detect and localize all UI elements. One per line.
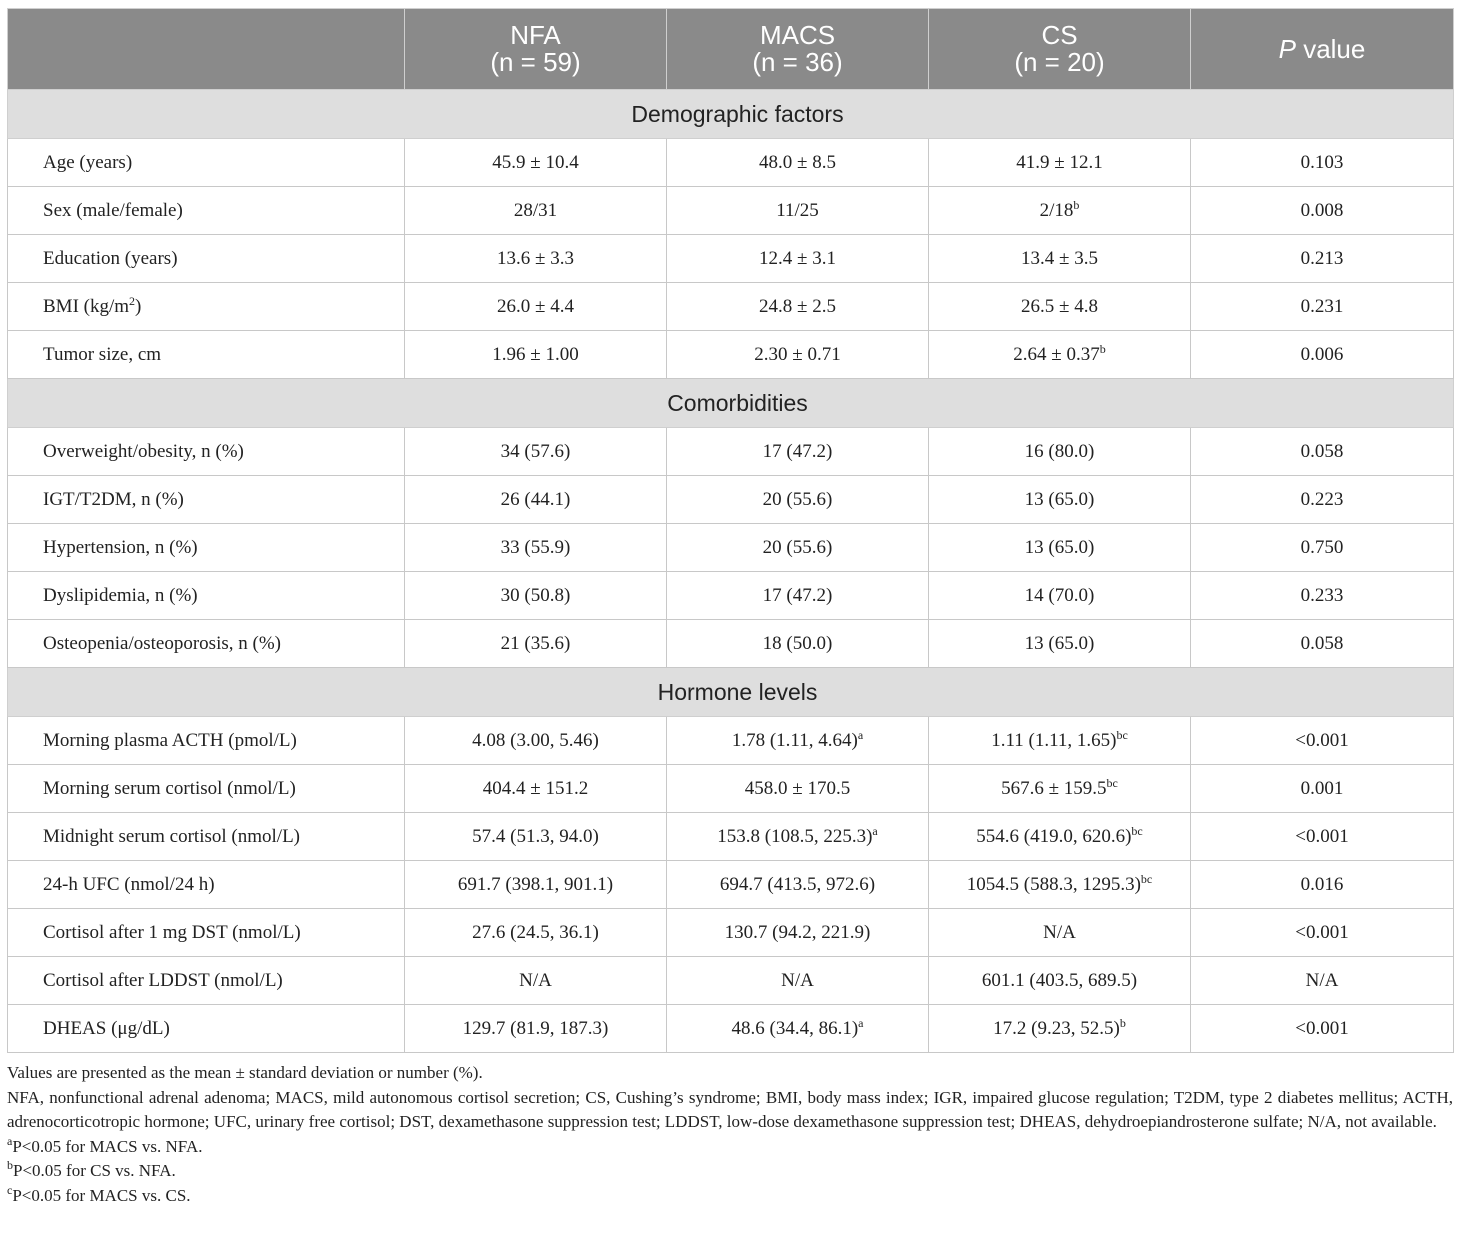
cell-p: 0.750 [1191,524,1454,572]
row-label: Overweight/obesity, n (%) [8,428,405,476]
cell-cs: 13 (65.0) [929,524,1191,572]
cell-nfa: 404.4 ± 151.2 [405,765,667,813]
table-row [8,765,1454,813]
cell-nfa: 34 (57.6) [405,428,667,476]
cell-macs [667,1005,929,1053]
cell-p: 0.233 [1191,572,1454,620]
table-container [7,8,1453,1208]
cell-p: 0.006 [1191,331,1454,379]
cell-cs: 13.4 ± 3.5 [929,235,1191,283]
cell-p: <0.001 [1191,813,1454,861]
header-macs [667,9,929,90]
table-row [8,428,1454,476]
cell-cs: N/A [929,909,1191,957]
cell-macs-value: 48.6 (34.4, 86.1) [731,1017,859,1039]
table-header [8,9,1454,90]
cell-nfa: 1.96 ± 1.00 [405,331,667,379]
cell-macs-value: 1.78 (1.11, 4.64) [731,729,858,751]
cell-macs: 17 (47.2) [667,428,929,476]
cell-cs: 41.9 ± 12.1 [929,139,1191,187]
row-label: Hypertension, n (%) [8,524,405,572]
note-a [7,1135,1453,1160]
row-label: Cortisol after LDDST (nmol/L) [8,957,405,1005]
cell-macs: 20 (55.6) [667,524,929,572]
cell-nfa: 26 (44.1) [405,476,667,524]
cell-macs: 12.4 ± 3.1 [667,235,929,283]
cell-nfa: 33 (55.9) [405,524,667,572]
header-p-value [1191,9,1454,90]
row-label: Osteopenia/osteoporosis, n (%) [8,620,405,668]
note-c-text: P<0.05 for MACS vs. CS. [12,1185,191,1205]
data-table [7,8,1454,1053]
superscript: 2 [129,293,136,308]
table-row [8,476,1454,524]
cell-nfa: 30 (50.8) [405,572,667,620]
cell-cs: 14 (70.0) [929,572,1191,620]
cell-macs: 17 (47.2) [667,572,929,620]
table-row [8,187,1454,235]
header-macs-n: (n = 36) [752,47,843,77]
cell-nfa: 21 (35.6) [405,620,667,668]
cell-nfa: 57.4 (51.3, 94.0) [405,813,667,861]
header-cs [929,9,1191,90]
cell-nfa: 4.08 (3.00, 5.46) [405,717,667,765]
cell-macs [667,813,929,861]
cell-cs: 16 (80.0) [929,428,1191,476]
footnote-mark: bc [1106,775,1118,790]
cell-p: 0.213 [1191,235,1454,283]
row-label: DHEAS (μg/dL) [8,1005,405,1053]
note-b [7,1159,1453,1184]
cell-nfa: 129.7 (81.9, 187.3) [405,1005,667,1053]
row-label: IGT/T2DM, n (%) [8,476,405,524]
row-label: Morning serum cortisol (nmol/L) [8,765,405,813]
cell-p: <0.001 [1191,909,1454,957]
row-label: 24-h UFC (nmol/24 h) [8,861,405,909]
note-values: Values are presented as the mean ± standard deviation or number (%). [7,1063,483,1082]
cell-p: <0.001 [1191,717,1454,765]
table-row [8,572,1454,620]
footnote-mark: bc [1140,871,1153,886]
cell-cs [929,187,1191,235]
note-abbreviations: NFA, nonfunctional adrenal adenoma; MACS, mild autonomous cortisol secretion; CS, Cushing’s syndrome; BMI, body mass index; IGR, impaired glucose regulation; T2DM, type 2 diabetes mellitus; ACTH, adrenocorticotropic hormone; UFC, urinary free cortisol; DST, dexamethasone suppression test; LDDST, low-dose dexamethasone suppression test; DHEAS, dehydroepiandrosterone sulfate; N/A, not available. [7,1087,1453,1131]
note-c [7,1184,1453,1209]
cell-macs: 11/25 [667,187,929,235]
header-cs-name: CS [1041,20,1078,50]
cell-cs: 13 (65.0) [929,620,1191,668]
cell-nfa: 691.7 (398.1, 901.1) [405,861,667,909]
cell-cs-value: 554.6 (419.0, 620.6) [976,825,1132,847]
footnote-mark: b [1073,197,1080,212]
section-hormone: Hormone levels [8,668,1454,717]
row-label: Education (years) [8,235,405,283]
row-label: Sex (male/female) [8,187,405,235]
cell-cs [929,331,1191,379]
cell-p: N/A [1191,957,1454,1005]
section-comorbidities: Comorbidities [8,379,1454,428]
row-label [8,283,405,331]
cell-nfa: 26.0 ± 4.4 [405,283,667,331]
table-row [8,909,1454,957]
cell-macs [667,717,929,765]
row-label: Age (years) [8,139,405,187]
footnote-mark: c [7,1182,13,1197]
cell-cs-value: 2/18 [1039,199,1074,221]
cell-nfa: 28/31 [405,187,667,235]
cell-cs [929,861,1191,909]
cell-p: 0.231 [1191,283,1454,331]
table-row [8,139,1454,187]
cell-cs [929,765,1191,813]
footnote-mark: b [1119,1015,1126,1030]
table-row [8,235,1454,283]
table-row [8,1005,1454,1053]
header-nfa-n: (n = 59) [490,47,581,77]
footnote-mark: b [7,1158,13,1172]
cell-cs-value: 1.11 (1.11, 1.65) [991,729,1117,751]
table-row [8,957,1454,1005]
header-blank [8,9,405,90]
header-cs-n: (n = 20) [1014,47,1105,77]
footnote-mark: b [1099,341,1106,356]
cell-cs [929,1005,1191,1053]
cell-macs: 48.0 ± 8.5 [667,139,929,187]
note-a-text: P<0.05 for MACS vs. NFA. [12,1136,203,1156]
footnote-mark: bc [1116,727,1128,742]
cell-nfa: N/A [405,957,667,1005]
cell-nfa: 13.6 ± 3.3 [405,235,667,283]
cell-nfa: 27.6 (24.5, 36.1) [405,909,667,957]
section-row [8,379,1454,428]
header-nfa [405,9,667,90]
cell-p: <0.001 [1191,1005,1454,1053]
cell-cs [929,717,1191,765]
cell-p: 0.223 [1191,476,1454,524]
note-b-text: P<0.05 for CS vs. NFA. [13,1161,176,1180]
cell-cs-value: 1054.5 (588.3, 1295.3) [966,873,1141,895]
footnote-mark: a [7,1133,13,1148]
cell-macs: 20 (55.6) [667,476,929,524]
section-row [8,668,1454,717]
footnote-mark: bc [1131,823,1143,838]
table-row [8,283,1454,331]
section-demographic: Demographic factors [8,90,1454,139]
table-row [8,717,1454,765]
cell-cs: 601.1 (403.5, 689.5) [929,957,1191,1005]
header-p-italic: P [1278,33,1296,64]
section-row [8,90,1454,139]
cell-cs-value: 17.2 (9.23, 52.5) [993,1017,1120,1039]
cell-macs-value: 153.8 (108.5, 225.3) [717,825,873,847]
header-macs-name: MACS [759,20,836,50]
cell-cs [929,813,1191,861]
cell-nfa: 45.9 ± 10.4 [405,139,667,187]
cell-macs: 24.8 ± 2.5 [667,283,929,331]
cell-macs: 18 (50.0) [667,620,929,668]
table-row [8,813,1454,861]
cell-cs-value: 2.64 ± 0.37 [1013,343,1100,365]
cell-macs: 694.7 (413.5, 972.6) [667,861,929,909]
cell-cs: 26.5 ± 4.8 [929,283,1191,331]
cell-macs: 2.30 ± 0.71 [667,331,929,379]
row-label: Tumor size, cm [8,331,405,379]
row-label: Cortisol after 1 mg DST (nmol/L) [8,909,405,957]
table-row [8,524,1454,572]
table-row [8,331,1454,379]
cell-p: 0.058 [1191,620,1454,668]
row-label: Morning plasma ACTH (pmol/L) [8,717,405,765]
table-notes [7,1061,1453,1208]
cell-macs: N/A [667,957,929,1005]
cell-p: 0.008 [1191,187,1454,235]
table-row [8,861,1454,909]
row-label: Dyslipidemia, n (%) [8,572,405,620]
footnote-mark: a [857,727,864,742]
row-label-text: BMI (kg/m [43,295,130,317]
cell-p: 0.058 [1191,428,1454,476]
cell-p: 0.103 [1191,139,1454,187]
footnote-mark: a [872,823,878,838]
cell-cs: 13 (65.0) [929,476,1191,524]
header-p-rest: value [1295,33,1366,64]
cell-p: 0.001 [1191,765,1454,813]
cell-p: 0.016 [1191,861,1454,909]
row-label-end: ) [135,295,142,317]
header-nfa-name: NFA [510,20,561,50]
row-label: Midnight serum cortisol (nmol/L) [8,813,405,861]
table-row [8,620,1454,668]
cell-macs: 458.0 ± 170.5 [667,765,929,813]
footnote-mark: a [858,1015,864,1030]
cell-cs-value: 567.6 ± 159.5 [1001,777,1107,799]
cell-macs: 130.7 (94.2, 221.9) [667,909,929,957]
